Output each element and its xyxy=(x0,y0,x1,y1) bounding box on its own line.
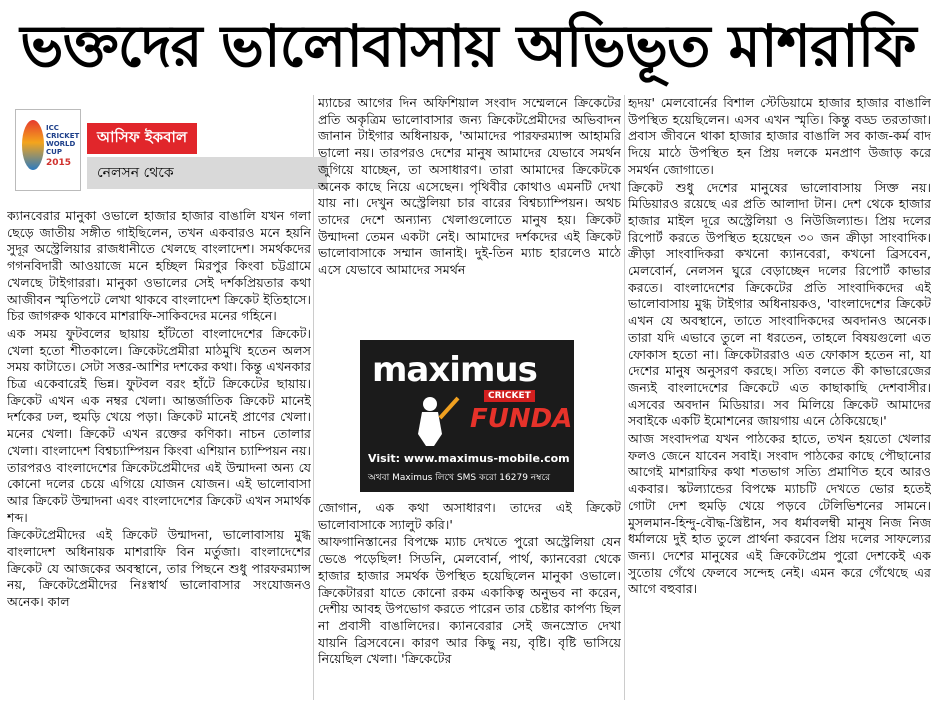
column-divider xyxy=(624,95,625,700)
author-name: আসিফ ইকবাল xyxy=(87,123,197,154)
article-column-2-bottom xyxy=(318,500,621,700)
paragraph: ক্রিকেট শুধু দেশের মানুষের ভালোবাসায় সিক্ত নয়। মিডিয়ারও রয়েছে এর প্রতি আলাদা টান। দেশ থেকে হাজার হাজার মাইল দূরে অস্ট্রেলিয়া ও নিউজিল্যান্ড। প্রিয় দলের রিপোর্ট করতে উপস্থিত হয়েছেন ৩০ জন ক্রীড়া সাংবাদিক। ক্রীড়া সাংবাদিকরা কখনো ক্যানবেরা, কখনো ব্রিসবেন, মেলবোর্ন, নেলসন ঘুরে বেড়াচ্ছেন দলের রিপোর্ট কাভার করতে। বাংলাদেশের ক্রিকেটের প্রতি সাংবাদিকদের এই ভালোবাসায় মুগ্ধ টাইগার অধিনায়কও, 'বাংলাদেশের ক্রিকেট এখন যে অবস্থানে, তাতে সাংবাদিকদের অবদানও অনেক। তারা যদি এভাবে তুলে না ধরতেন, তাহলে বিষয়গুলো এত ফোকাস হতো না। ক্রিকেটাররাও এত ফোকাস হতেন না, যা দেশের মানুষ অনুসরণ করছে। সত্যি বলতে কী কাভারেজের জন্যই বাংলাদেশের ক্রিকেটে এত কাছাকাছি দেশবাসীর। এসবের অবদান মিডিয়ার। সব মিলিয়ে ক্রিকেট আমাদের সবাইকে একটি ইমোশনের জায়গায় এনে ঠেকিয়েছে।' xyxy=(628,179,931,429)
ad-cricket-label: CRICKET xyxy=(484,390,535,402)
article-column-3 xyxy=(628,95,931,700)
paragraph: ম্যাচের আগের দিন অফিশিয়াল সংবাদ সম্মেলনে ক্রিকেটের প্রতি অকৃত্রিম ভালোবাসার জন্য ক্রিকেটপ্রেমীদের অভিবাদন জানান টাইগার অধিনায়ক, 'আমাদের পারফরম্যান্স আহামরি ভালো নয়। তারপরও দেশের মানুষ আমাদের যেভাবে সমর্থন জুগিয়ে যাচ্ছেন, তা অসাধারণ। তারা আমাদের ক্রিকেটকে অনেক কাছে নিয়ে এসেছেন। পৃথিবীর কোথাও এমনটি দেখা যায় না। দেখুন অস্ট্রেলিয়া চার বারের বিশ্বচ্যাম্পিয়ন। অথচ তাদের দেশে অন্যান্য খেলাগুলোতে মানুষ হয়। ক্রিকেট উন্মাদনা তেমন একটা নেই। আমাদের দর্শকদের এই ক্রিকেট ভালোবাসাকে সম্মান জানাই। দুই-তিন ম্যাচ হারলেও মাঠে এসে যেভাবে আমাদের সমর্থন xyxy=(318,95,621,278)
paragraph: ক্যানবেরার মানুকা ওভালে হাজার হাজার বাঙালি যখন গলা ছেড়ে জাতীয় সঙ্গীত গাইছিলেন, তখন একবারও মনে হয়নি সুদূর অস্ট্রেলিয়ার রাজধানীতে খেলছে বাংলাদেশ। সমর্থকদের গগনবিদারী আওয়াজে মনে হচ্ছিল মিরপুর কিংবা চট্টগ্রামে খেলছে টাইগাররা। মানুকা ওভালের সেই দর্শকপ্রিয়তার কথা আজীবন স্মৃতিপটে লেখা থাকবে বাংলাদেশ ক্রিকেট ইতিহাসে। চির জাগরুক থাকবে মাশরাফি-সাকিবদের মনের গহিনে। xyxy=(7,208,311,324)
paragraph: হৃদয়' মেলবোর্নের বিশাল স্টেডিয়ামে হাজার হাজার বাঙালি উপস্থিত হয়েছিলেন। এসব এখন স্মৃতি। কিন্তু বড্ড তরতাজা। প্রবাস জীবনে থাকা হাজার হাজার বাঙালি সব কাজ-কর্ম বাদ দিয়ে মাঠে উপস্থিত হন প্রিয় দলকে মনপ্রাণ উজাড় করে সমর্থন জোগাতে। xyxy=(628,95,931,177)
batsman-icon xyxy=(400,394,460,448)
ad-brand: maximus xyxy=(372,350,537,390)
article-column-2-top xyxy=(318,95,621,335)
ad-funda-label: FUNDA xyxy=(470,404,573,434)
ad-visit-link[interactable]: Visit: www.maximus-mobile.com xyxy=(368,452,570,465)
headline: ভক্তদের ভালোবাসায় অভিভূত মাশরাফি xyxy=(20,12,916,80)
paragraph: আজ সংবাদপত্র যখন পাঠকের হাতে, তখন হয়তো খেলার ফলও জেনে যাবেন সবাই। সংবাদ পাঠকের কাছে পৌছানোর আগেই মাশরাফির কথা শতভাগ সত্যি প্রমাণিত হবে আরও একবার। স্কটল্যান্ডের বিপক্ষে ম্যাচটি দেখতে ভোর হতেই গোটা দেশ হুমড়ি খেয়ে পড়বে টেলিভিশনের সামনে। মুসলমান-হিন্দু-বৌদ্ধ-খ্রিষ্টান, সব ধর্মাবলম্বী মানুষ নিজ নিজ ধর্মালয়ে দুই হাত তুলে প্রার্থনা করবেন প্রিয় দলের সাফল্যের জন্য। দেশের মানুষের এই ক্রিকেটপ্রেম পুরো দেশকেই এক সুতোয় গেঁথে ফেলবে সন্দেহ নেই। এমন করে গেঁথেছে এর আগে বহুবার। xyxy=(628,431,931,597)
paragraph: জোগান, এক কথা অসাধারণ। তাদের এই ক্রিকেট ভালোবাসাকে স্যালুট করি।' xyxy=(318,500,621,532)
logo-swirl-icon xyxy=(22,120,44,170)
paragraph: আফগানিস্তানের বিপক্ষে ম্যাচ দেখতে পুরো অস্ট্রেলিয়া যেন ভেঙে পড়েছিল! সিডনি, মেলবোর্ন, পার্থ, ক্যানবেরা থেকে হাজার হাজার সমর্থক উপস্থিত হয়েছিলেন মানুকা ওভালে। ক্রিকেটাররা যাতে কোনো রকম একাকিত্ব অনুভব না করেন, দেশীয় আবহ উপভোগ করতে পারেন তার চেষ্টার কার্পণ্য ছিল না প্রবাসী বাঙালিদের। ক্যানবেরার সেই জনস্রোত দেখা যায়নি ব্রিসবেনে। কারণ আর কিছু নয়, বৃষ্টি। বৃষ্টি ভাসিয়ে নিয়েছিল খেলা। 'ক্রিকেটের xyxy=(318,534,621,667)
dateline: নেলসন থেকে xyxy=(87,157,327,189)
byline xyxy=(7,101,311,197)
maximus-advertisement[interactable] xyxy=(360,340,574,492)
logo-year: 2015 xyxy=(46,158,72,168)
paragraph: এক সময় ফুটবলের ছায়ায় হাঁটতো বাংলাদেশের ক্রিকেট। খেলা হতো শীতকালে। ক্রিকেটপ্রেমীরা মাঠমুখি হতেন অলস সময় কাটাতে। সেটা সত্তর-আশির দশকের কথা। কিন্তু এখনকার চিত্র একেবারেই ভিন্ন। ফুটবল বরং হাঁটে ক্রিকেটের ছায়ায়। ক্রিকেট এখন এক নম্বর খেলা। আন্তর্জাতিক ক্রিকেট মানেই দর্শকের ঢল, হুমড়ি খেয়ে পড়া। ক্রিকেট মানেই প্রাণের খেলা। মনের খেলা। ক্রিকেট এখন রক্তের কণিকা। নাচন তোলার খেলা। বাংলাদেশ বিশ্বচ্যাম্পিয়ন কিংবা এশিয়ান চ্যাম্পিয়ন নয়। তারপরও বাংলাদেশের ক্রিকেটপ্রেমীদের এই উন্মাদনা অন্য যে কোনো দলের চেয়ে এগিয়ে যোজন যোজন। এই ভালোবাসা আর ক্রিকেট উন্মাদনা এবং বাংলাদেশের ক্রিকেট এখন সমার্থক শব্দ। xyxy=(7,325,311,525)
article-column-1 xyxy=(7,208,311,700)
world-cup-logo xyxy=(15,109,81,191)
ad-sms-text: অথবা Maximus লিখে SMS করো 16279 নম্বরে xyxy=(368,473,551,483)
logo-text: ICC CRICKET WORLD CUP xyxy=(46,124,80,156)
paragraph: ক্রিকেটপ্রেমীদের এই ক্রিকেট উন্মাদনা, ভালোবাসায় মুগ্ধ বাংলাদেশ অধিনায়ক মাশরাফি বিন মর্তুজা। বাংলাদেশের ক্রিকেট যে আজকের অবস্থানে, তার পিছনে শুধু পারফরম্যান্স নয়, ক্রিকেটপ্রেমীদের নিঃস্বার্থ ভালোবাসার সংযোজনও অনেক। কাল xyxy=(7,527,311,610)
